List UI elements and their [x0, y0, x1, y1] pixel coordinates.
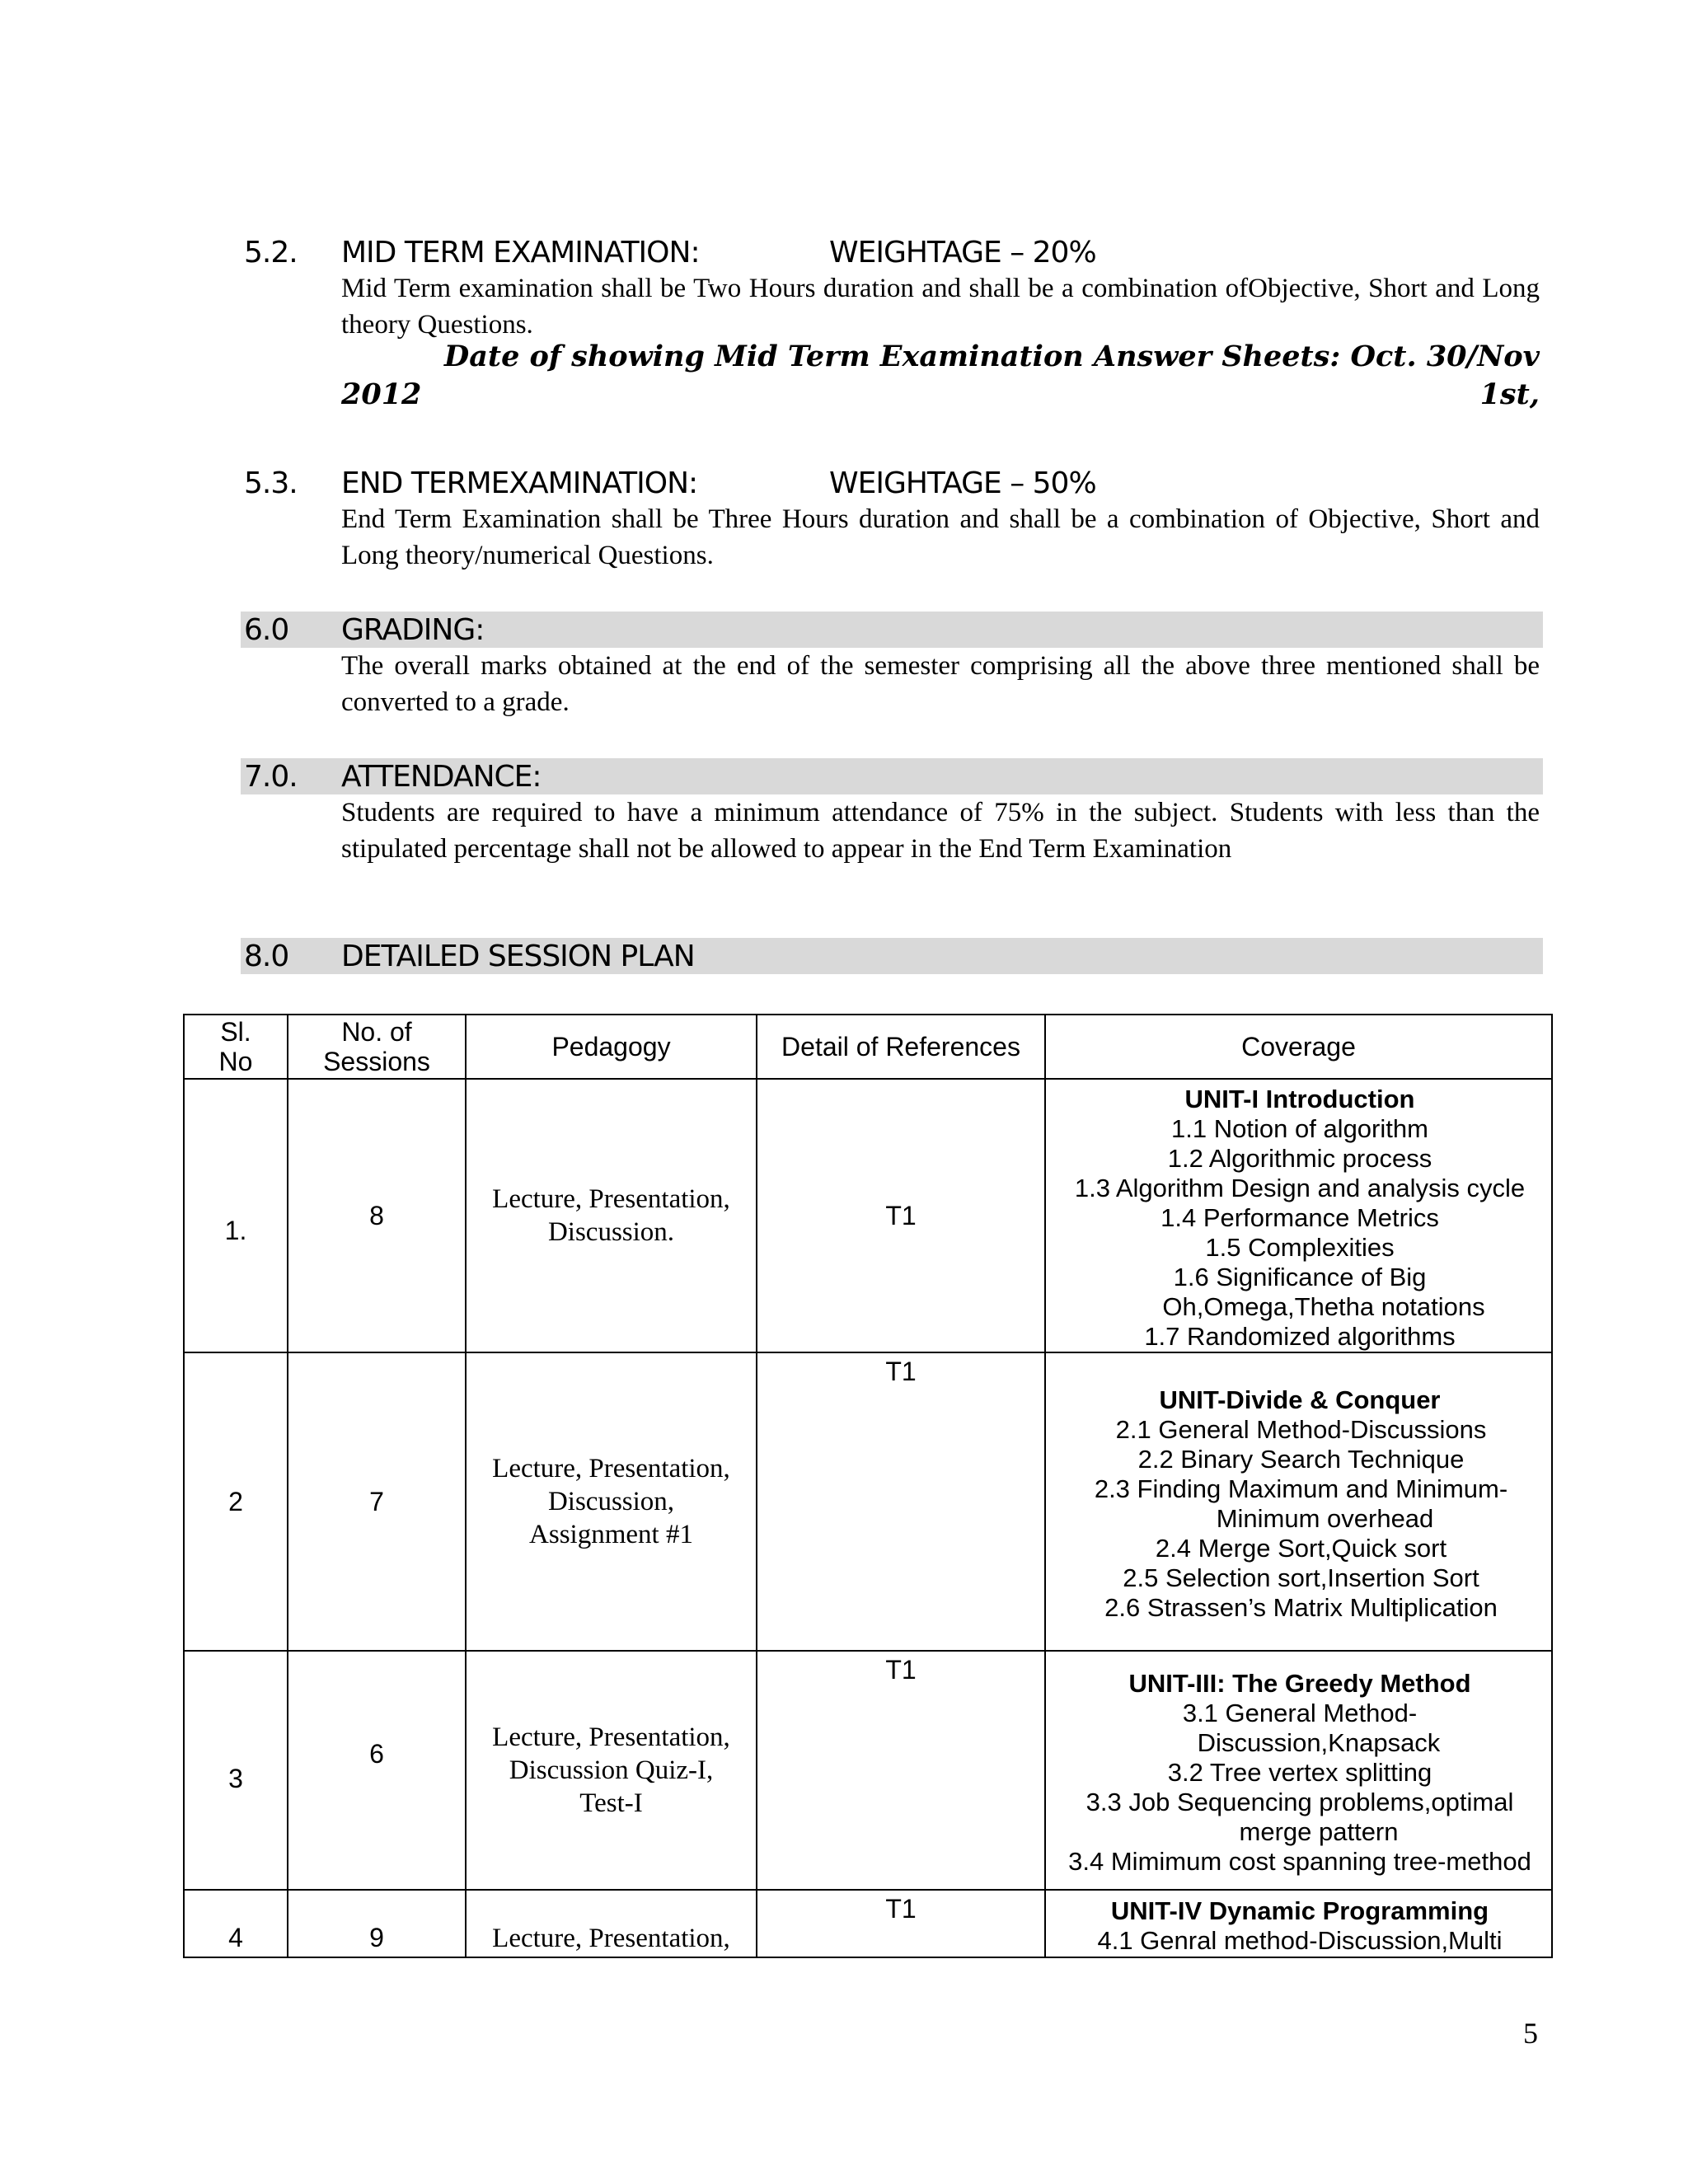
- unit-title: UNIT-IV Dynamic Programming: [1110, 1896, 1489, 1925]
- coverage-cell: [1045, 1079, 1552, 1352]
- table-header-row: [184, 1015, 1552, 1079]
- unit-title: UNIT-I Introduction: [1184, 1085, 1415, 1113]
- sl-cell: 3: [184, 1651, 288, 1890]
- table-row: [184, 1890, 1552, 1957]
- sl-cell: 4: [184, 1890, 288, 1957]
- topic-item: 1.7 Randomized algorithms: [1144, 1322, 1456, 1351]
- section-title: DETAILED SESSION PLAN: [341, 940, 695, 973]
- topic-item: 3.4 Mimimum cost spanning tree-method: [1068, 1847, 1531, 1876]
- coverage-cell: [1045, 1890, 1552, 1957]
- topic-item: 2.1 General Method-Discussions: [1115, 1415, 1487, 1444]
- sessions-cell: 9: [288, 1890, 466, 1957]
- topic-item: 3.3 Job Sequencing problems,optimal: [1085, 1788, 1514, 1816]
- topic-item: 1.3 Algorithm Design and analysis cycle: [1074, 1174, 1526, 1202]
- coverage-cell: [1045, 1352, 1552, 1651]
- reference-cell: T1: [757, 1651, 1045, 1890]
- header-coverage: Coverage: [1045, 1015, 1552, 1079]
- section-number: 5.2.: [244, 236, 298, 269]
- section-title: ATTENDANCE:: [341, 760, 542, 794]
- unit-title: UNIT-Divide & Conquer: [1159, 1385, 1441, 1414]
- pedagogy-cell: Lecture, Presentation, Discussion Quiz-I, Test-I: [466, 1651, 757, 1890]
- header-sl-no: Sl. No: [184, 1015, 288, 1079]
- topic-item: 1.5 Complexities: [1205, 1233, 1395, 1262]
- reference-cell: T1: [757, 1079, 1045, 1352]
- section-title: END TERMEXAMINATION:: [341, 466, 698, 500]
- table-row: [184, 1079, 1552, 1352]
- sessions-cell: 8: [288, 1079, 466, 1352]
- topic-item: 3.2 Tree vertex splitting: [1167, 1758, 1432, 1787]
- section-text: The overall marks obtained at the end of the semester comprising all the above three mentioned shall be converted to a grade.: [341, 651, 1540, 717]
- pedagogy-cell: Lecture, Presentation, Discussion.: [466, 1079, 757, 1352]
- sessions-cell: 6: [288, 1651, 466, 1890]
- sl-cell: 1.: [184, 1079, 288, 1352]
- weightage-label: WEIGHTAGE – 20%: [829, 236, 1096, 269]
- topic-item: 2.4 Merge Sort,Quick sort: [1155, 1534, 1447, 1563]
- section-text: Mid Term examination shall be Two Hours duration and shall be a combination ofObjective, Short and Long theory Questions.: [341, 274, 1540, 340]
- table-row: [184, 1352, 1552, 1651]
- section-number: 8.0: [244, 940, 289, 973]
- page-number: 5: [1523, 2017, 1538, 2050]
- pedagogy-cell: Lecture, Presentation,: [466, 1890, 757, 1957]
- session-plan-table: [183, 1014, 1553, 1958]
- topic-item: 1.2 Algorithmic process: [1167, 1144, 1432, 1173]
- sessions-cell: 7: [288, 1352, 466, 1651]
- table-row: [184, 1651, 1552, 1890]
- section-number: 6.0: [244, 613, 289, 647]
- sl-cell: 2: [184, 1352, 288, 1651]
- weightage-label: WEIGHTAGE – 50%: [829, 466, 1096, 500]
- topic-item: 3.1 General Method-: [1182, 1699, 1418, 1727]
- topic-item: 1.1 Notion of algorithm: [1171, 1114, 1428, 1143]
- pedagogy-cell: Lecture, Presentation, Discussion, Assignment #1: [466, 1352, 757, 1651]
- topic-item: 2.3 Finding Maximum and Minimum-: [1094, 1474, 1508, 1503]
- header-references: Detail of References: [757, 1015, 1045, 1079]
- section-text: End Term Examination shall be Three Hours duration and shall be a combination of Objective, Short and Long theory/numerical Questions.: [341, 504, 1540, 570]
- reference-cell: T1: [757, 1352, 1045, 1651]
- topic-item: 1.6 Significance of Big: [1173, 1263, 1427, 1291]
- header-sessions: No. of Sessions: [288, 1015, 466, 1079]
- topic-item: 1.4 Performance Metrics: [1160, 1203, 1439, 1232]
- section-title: GRADING:: [341, 613, 485, 647]
- reference-cell: T1: [757, 1890, 1045, 1957]
- answer-sheet-date-line: Date of showing Mid Term Examination Answer Sheets: Oct. 30/Nov 1st,: [443, 340, 1540, 411]
- section-number: 5.3.: [244, 466, 298, 500]
- section-number: 7.0.: [244, 760, 298, 794]
- topic-item: 2.2 Binary Search Technique: [1137, 1445, 1465, 1474]
- topic-item: Oh,Omega,Thetha notations: [1162, 1292, 1485, 1321]
- unit-title: UNIT-III: The Greedy Method: [1128, 1669, 1471, 1698]
- topic-item: Minimum overhead: [1216, 1504, 1434, 1533]
- answer-sheet-date-year: 2012: [341, 377, 422, 411]
- topic-item: merge pattern: [1239, 1817, 1399, 1846]
- topic-item: Discussion,Knapsack: [1197, 1728, 1441, 1757]
- header-pedagogy: Pedagogy: [466, 1015, 757, 1079]
- topic-item: 4.1 Genral method-Discussion,Multi: [1097, 1926, 1503, 1955]
- section-title: MID TERM EXAMINATION:: [341, 236, 700, 269]
- topic-item: 2.6 Strassen’s Matrix Multiplication: [1104, 1593, 1498, 1622]
- coverage-cell: [1045, 1651, 1552, 1890]
- section-text: Students are required to have a minimum attendance of 75% in the subject. Students with less than the stipulated percentage shall not be allowed to appear in the End Term Examination: [341, 798, 1540, 864]
- topic-item: 2.5 Selection sort,Insertion Sort: [1123, 1563, 1479, 1592]
